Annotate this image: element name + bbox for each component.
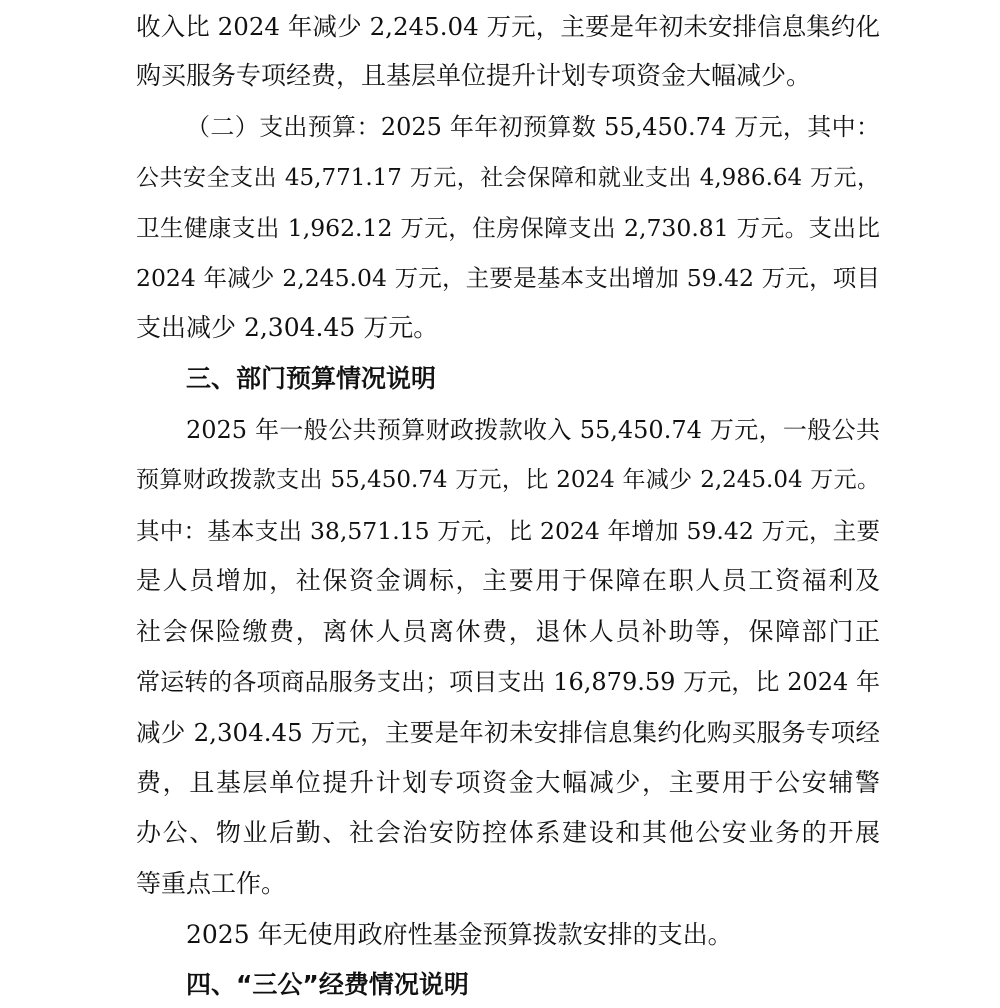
text-line: 费，且基层单位提升计划专项资金大幅减少，主要用于公安辅警 bbox=[136, 768, 880, 797]
text-line: 等重点工作。 bbox=[136, 869, 287, 898]
text-line: 购买服务专项经费，且基层单位提升计划专项资金大幅减少。 bbox=[136, 61, 812, 90]
text-line: 收入比 2024 年减少 2,245.04 万元，主要是年初未安排信息集约化 bbox=[136, 12, 880, 41]
text-line: 公共安全支出 45,771.17 万元，社会保障和就业支出 4,986.64 万元， bbox=[136, 165, 880, 191]
text-line: 2025 年一般公共预算财政拨款收入 55,450.74 万元，一般公共 bbox=[186, 416, 880, 444]
text-line: 办公、物业后勤、社会治安防控体系建设和其他公安业务的开展 bbox=[136, 818, 880, 847]
text-line: 常运转的各项商品服务支出；项目支出 16,879.59 万元，比 2024 年 bbox=[136, 668, 880, 696]
section-heading: 四、“三公”经费情况说明 bbox=[186, 970, 469, 999]
text-line: 社会保险缴费，离休人员离休费，退休人员补助等，保障部门正 bbox=[136, 617, 880, 646]
text-line: 其中：基本支出 38,571.15 万元，比 2024 年增加 59.42 万元，主要 bbox=[136, 517, 880, 545]
text-line: （二）支出预算：2025 年年初预算数 55,450.74 万元，其中： bbox=[186, 113, 880, 141]
text-line: 减少 2,304.45 万元，主要是年初未安排信息集约化购买服务专项经 bbox=[136, 718, 880, 747]
text-line: 是人员增加，社保资金调标，主要用于保障在职人员工资福利及 bbox=[136, 566, 880, 595]
text-line: 2025 年无使用政府性基金预算拨款安排的支出。 bbox=[186, 920, 733, 949]
text-line: 2024 年减少 2,245.04 万元，主要是基本支出增加 59.42 万元，项目 bbox=[136, 264, 880, 292]
text-line: 卫生健康支出 1,962.12 万元，住房保障支出 2,730.81 万元。支出比 bbox=[136, 214, 880, 242]
text-line: 支出减少 2,304.45 万元。 bbox=[136, 313, 439, 342]
text-line: 预算财政拨款支出 55,450.74 万元，比 2024 年减少 2,245.04 万元。 bbox=[136, 467, 880, 493]
section-heading: 三、部门预算情况说明 bbox=[186, 364, 437, 393]
